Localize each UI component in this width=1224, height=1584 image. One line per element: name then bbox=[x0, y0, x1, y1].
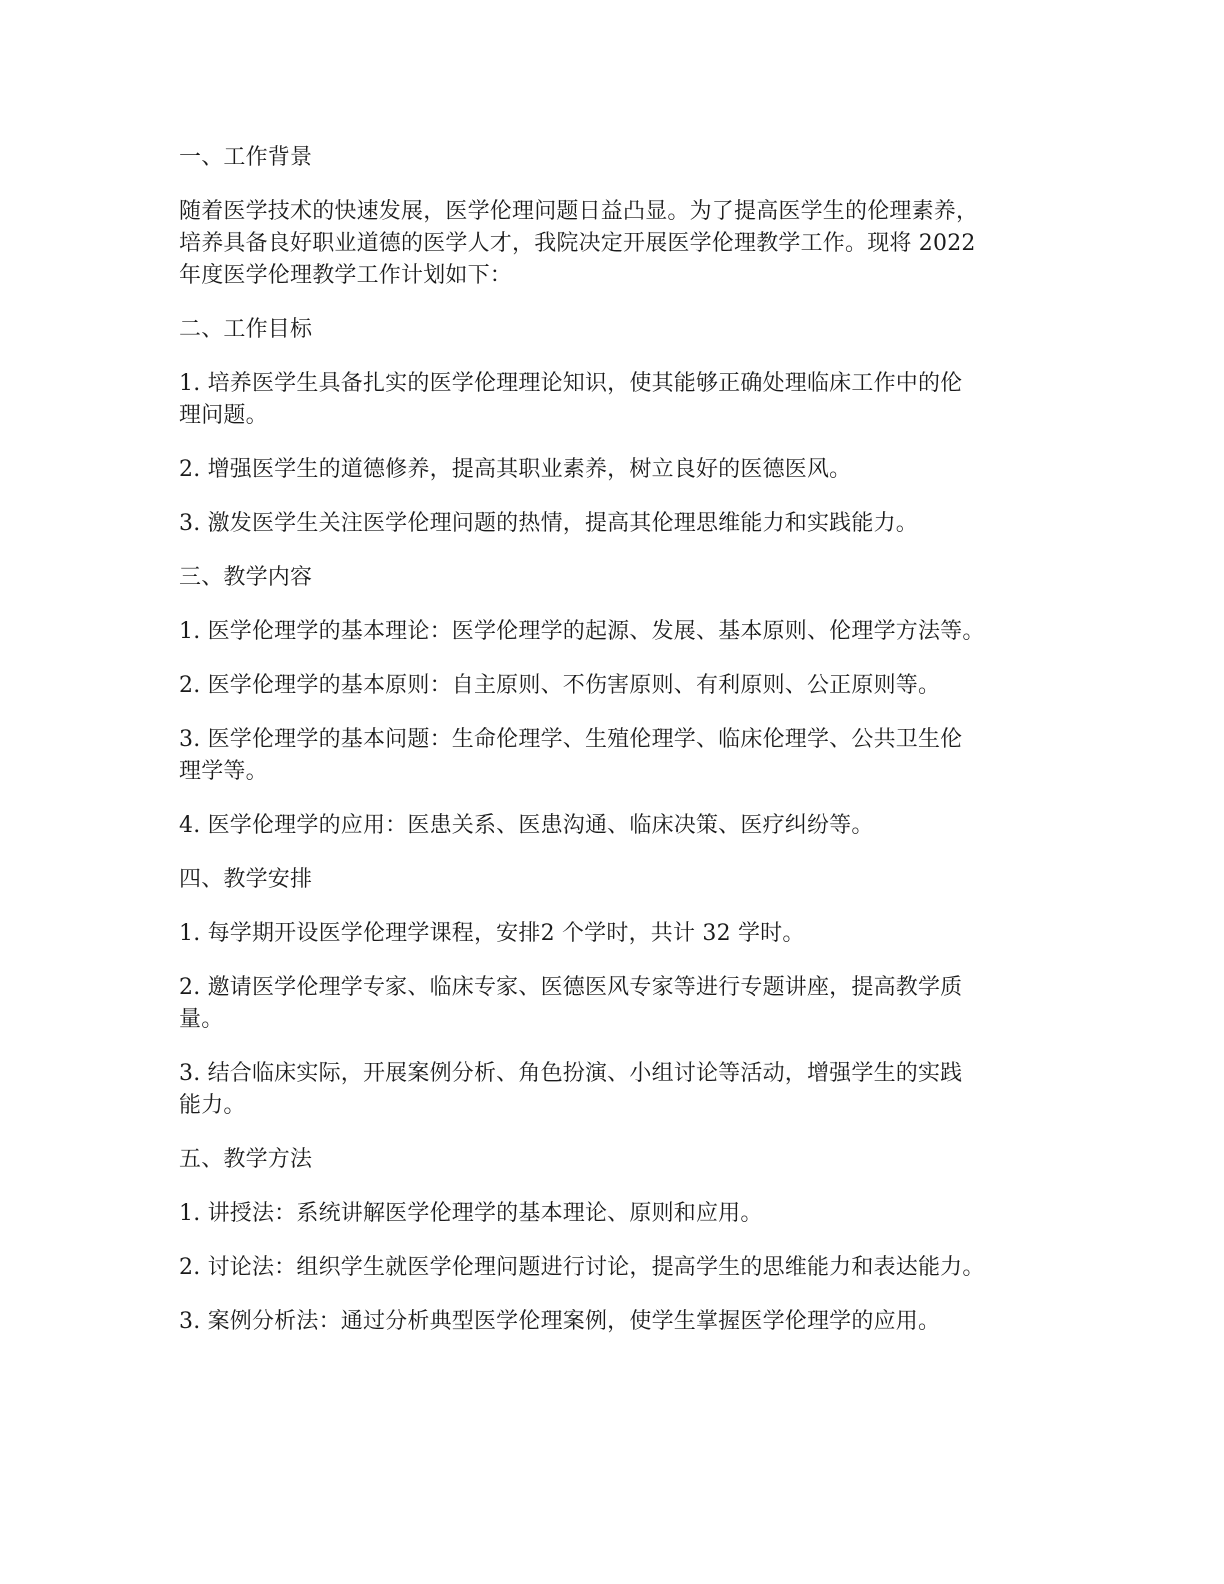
list-item bbox=[179, 1252, 1059, 1284]
list-item bbox=[179, 670, 1059, 702]
section-heading: 四、教学安排 bbox=[179, 867, 313, 892]
paragraph-line: 3. 激发医学生关注医学伦理问题的热情，提高其伦理思维能力和实践能力。 bbox=[179, 511, 918, 536]
list-item bbox=[179, 724, 1059, 788]
section-heading: 二、工作目标 bbox=[179, 317, 313, 342]
list-item bbox=[179, 1198, 1059, 1230]
paragraph-line: 2. 增强医学生的道德修养，提高其职业素养，树立良好的医德医风。 bbox=[179, 457, 852, 482]
list-item bbox=[179, 972, 1059, 1036]
paragraph-line: 2. 医学伦理学的基本原则：自主原则、不伤害原则、有利原则、公正原则等。 bbox=[179, 673, 941, 698]
paragraph-line: 4. 医学伦理学的应用：医患关系、医患沟通、临床决策、医疗纠纷等。 bbox=[179, 813, 874, 838]
list-item bbox=[179, 454, 1059, 486]
paragraph-line: 3. 案例分析法：通过分析典型医学伦理案例，使学生掌握医学伦理学的应用。 bbox=[179, 1309, 941, 1334]
paragraph-line: 1. 培养医学生具备扎实的医学伦理理论知识，使其能够正确处理临床工作中的伦 bbox=[179, 371, 963, 396]
paragraph-line: 随着医学技术的快速发展，医学伦理问题日益凸显。为了提高医学生的伦理素养， bbox=[179, 199, 979, 224]
list-item bbox=[179, 368, 1059, 432]
paragraph-line: 3. 医学伦理学的基本问题：生命伦理学、生殖伦理学、临床伦理学、公共卫生伦 bbox=[179, 727, 963, 752]
paragraph-line: 1. 每学期开设医学伦理学课程，安排2 个学时，共计 32 学时。 bbox=[179, 921, 805, 946]
list-item bbox=[179, 810, 1059, 842]
paragraph-line: 理问题。 bbox=[179, 403, 268, 428]
paragraph-line: 年度医学伦理教学工作计划如下： bbox=[179, 263, 513, 288]
paragraph-line: 3. 结合临床实际，开展案例分析、角色扮演、小组讨论等活动，增强学生的实践 bbox=[179, 1061, 963, 1086]
list-item bbox=[179, 616, 1059, 648]
list-item bbox=[179, 1306, 1059, 1338]
paragraph-line: 2. 讨论法：组织学生就医学伦理问题进行讨论，提高学生的思维能力和表达能力。 bbox=[179, 1255, 985, 1280]
section-heading: 一、工作背景 bbox=[179, 145, 313, 170]
paragraph bbox=[179, 196, 1059, 292]
paragraph-line: 理学等。 bbox=[179, 759, 268, 784]
paragraph-line: 2. 邀请医学伦理学专家、临床专家、医德医风专家等进行专题讲座，提高教学质 bbox=[179, 975, 963, 1000]
paragraph-line: 能力。 bbox=[179, 1093, 246, 1118]
paragraph-line: 量。 bbox=[179, 1007, 224, 1032]
paragraph-line: 培养具备良好职业道德的医学人才，我院决定开展医学伦理教学工作。现将 2022 bbox=[179, 231, 976, 256]
list-item bbox=[179, 508, 1059, 540]
list-item bbox=[179, 1058, 1059, 1122]
list-item bbox=[179, 918, 1059, 950]
section-heading: 三、教学内容 bbox=[179, 565, 313, 590]
paragraph-line: 1. 医学伦理学的基本理论：医学伦理学的起源、发展、基本原则、伦理学方法等。 bbox=[179, 619, 985, 644]
document-page bbox=[179, 142, 1059, 1360]
section-heading: 五、教学方法 bbox=[179, 1147, 313, 1172]
paragraph-line: 1. 讲授法：系统讲解医学伦理学的基本理论、原则和应用。 bbox=[179, 1201, 763, 1226]
